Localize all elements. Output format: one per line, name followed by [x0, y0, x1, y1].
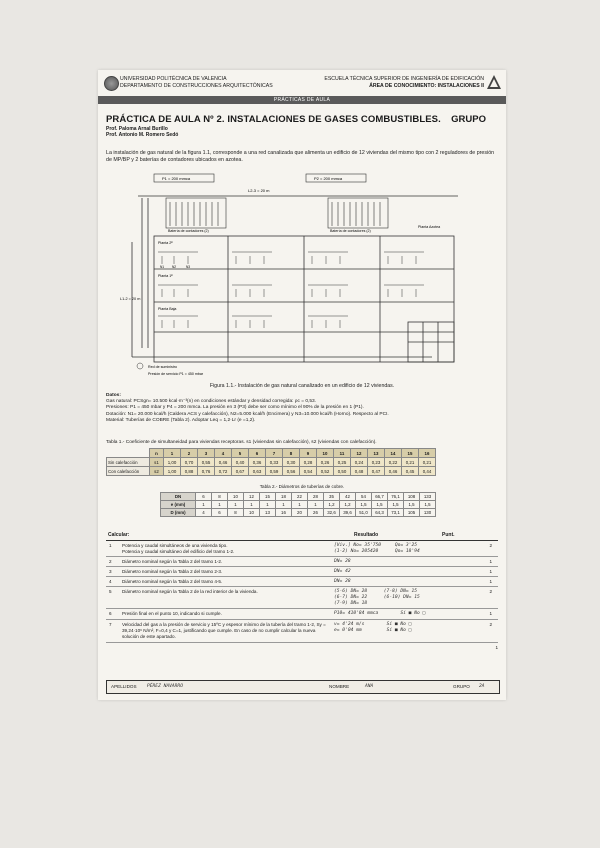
- area-name: ÁREA DE CONOCIMIENTO: INSTALACIONES II: [369, 82, 484, 89]
- table-cell: 6: [212, 509, 228, 517]
- table-cell: 1: [244, 501, 260, 509]
- table-cell: 1,5: [356, 501, 372, 509]
- calc-row: [106, 567, 498, 577]
- n-cell: 14: [385, 449, 402, 458]
- red-suministro-label: Red de suministro: [148, 365, 177, 369]
- row-answer: (5-6) DN= 28 (7-8) DN= 15 (6-7) DN= 22 (6-10) DN= 15 (7-9) DN= 18: [334, 589, 420, 606]
- row-symbol: s2: [150, 467, 164, 476]
- datos-line-3: Dotación: N1= 20.000 kcal/h (Caldera ACS y calefacción), N2=5.000 kcal/h (Encimera) y N3=10.000 kcal/h (Horno). Respecto al PCI.: [106, 411, 389, 417]
- table-cell: 0,47: [368, 467, 385, 476]
- table-cell: 13: [260, 509, 276, 517]
- bateria-label-2: Batería de contadores (2): [330, 229, 371, 233]
- row-answer: [Viv.] No= 35'750 Qo= 3'25 (1-2) No= 205420 Qo= 18'94: [334, 543, 420, 554]
- table-cell: 76,1: [388, 493, 404, 501]
- table-cell: 1,5: [420, 501, 436, 509]
- table-cell: 0,40: [232, 458, 249, 467]
- l12-label: L1-2 = 20 m: [120, 297, 141, 301]
- n-cell: 16: [419, 449, 436, 458]
- row-answer: v= 4'24 m/s Sí ■ No □ e= 0'04 mm Sí ■ No □: [334, 622, 412, 633]
- row-number: 5: [109, 589, 112, 594]
- row-number: 7: [109, 622, 112, 627]
- table-cell: 1,5: [404, 501, 420, 509]
- n-cell: 2: [181, 449, 198, 458]
- p1-label: P1 = 200 mmca: [162, 176, 191, 181]
- table-cell: 0,30: [283, 458, 300, 467]
- table-row: [161, 493, 436, 501]
- row-number: 3: [109, 569, 112, 574]
- table-cell: 0,59: [266, 467, 283, 476]
- table-cell: 0,21: [402, 458, 419, 467]
- row-label: D (mm): [161, 509, 196, 517]
- datos-line-2: Presiones: P1 = 450 mbar y P4 = 200 mmca. La presión en 3 (P3) debe ser como mínimo el 90% de la presión en 1 (P1).: [106, 405, 364, 411]
- table-cell: 18: [276, 493, 292, 501]
- table-cell: 1: [276, 501, 292, 509]
- table-cell: 0,48: [351, 467, 368, 476]
- table-cell: 0,56: [283, 467, 300, 476]
- row-points: 1: [489, 611, 492, 616]
- table-cell: 16: [276, 509, 292, 517]
- row-points: 2: [489, 543, 492, 548]
- table-cell: 42: [340, 493, 356, 501]
- copper-diameter-table: [160, 492, 436, 517]
- result-heading: Resultado: [354, 532, 379, 538]
- table-cell: 6: [196, 493, 212, 501]
- header-left: [120, 76, 273, 89]
- row-label: Con calefacción: [107, 467, 150, 476]
- table-cell: 0,44: [419, 467, 436, 476]
- table-cell: 1,5: [372, 501, 388, 509]
- row-number: 4: [109, 579, 112, 584]
- row-question: Potencia y caudal simultáneos de una vivienda tipo. Potencia y caudal simultáneo del edificio del tramo 1-2.: [122, 543, 235, 554]
- table-cell: 0,21: [419, 458, 436, 467]
- n-cell: 12: [351, 449, 368, 458]
- professor-1: Prof. Paloma Arnal Burillo: [106, 126, 168, 132]
- n-cell: 4: [215, 449, 232, 458]
- row-points: 1: [489, 559, 492, 564]
- row-question: Diámetro nominal según la Tabla 2 del tramo 2-3.: [122, 569, 223, 574]
- table-row: [161, 501, 436, 509]
- table-cell: 1,00: [164, 467, 181, 476]
- simultaneity-table: [106, 448, 436, 476]
- table-cell: 22: [292, 493, 308, 501]
- table-cell: 35: [324, 493, 340, 501]
- n1-label: N1: [160, 265, 165, 269]
- n2-label: N2: [172, 265, 177, 269]
- table-cell: 10: [228, 493, 244, 501]
- table-cell: 1: [292, 501, 308, 509]
- student-footer: [106, 680, 500, 694]
- table-cell: 1: [228, 501, 244, 509]
- university-logo: [104, 76, 119, 91]
- table-cell: 105: [404, 509, 420, 517]
- n-cell: 6: [249, 449, 266, 458]
- datos-section: [106, 393, 498, 424]
- points-heading: Punt.: [442, 532, 455, 538]
- table-cell: 1,2: [324, 501, 340, 509]
- table-cell: 32,6: [324, 509, 340, 517]
- table-cell: 28: [308, 493, 324, 501]
- table-cell: 73,1: [388, 509, 404, 517]
- presion-servicio-label: Presión de servicio P1 = 450 mbar: [148, 372, 204, 376]
- calc-heading: Calcular:: [108, 532, 130, 538]
- table-cell: 66,7: [372, 493, 388, 501]
- table-cell: 0,46: [385, 467, 402, 476]
- calc-header: [106, 532, 498, 541]
- row-label: DN: [161, 493, 196, 501]
- table-cell: 0,67: [232, 467, 249, 476]
- calc-row: [106, 577, 498, 587]
- n-cell: 9: [300, 449, 317, 458]
- row-points: 1: [489, 569, 492, 574]
- table-cell: 1: [260, 501, 276, 509]
- table-cell: 0,24: [351, 458, 368, 467]
- nombre-label: NOMBRE: [329, 684, 350, 689]
- table-row: [107, 467, 436, 476]
- calc-row: [106, 620, 498, 643]
- page-number: 1: [495, 645, 498, 650]
- datos-heading: Datos:: [106, 393, 121, 398]
- table-cell: 0,55: [198, 458, 215, 467]
- school-name: ESCUELA TÉCNICA SUPERIOR DE INGENIERÍA DE EDIFICACIÓN: [324, 76, 484, 82]
- table-cell: 0,46: [215, 458, 232, 467]
- n-cell: 10: [317, 449, 334, 458]
- table-cell: 15: [260, 493, 276, 501]
- table-cell: 1: [308, 501, 324, 509]
- row-question: Presión final en el punto 10, indicando si cumple.: [122, 611, 222, 616]
- n-cell: 3: [198, 449, 215, 458]
- l23-label: L2-3 = 20 m: [248, 188, 270, 193]
- row-symbol: s1: [150, 458, 164, 467]
- row-question: Diámetro nominal según la Tabla 2 del tramo 4-5.: [122, 579, 223, 584]
- p2-label: P2 = 200 mmca: [314, 176, 343, 181]
- calc-rows: [106, 541, 498, 643]
- grupo-value: 2A: [479, 684, 485, 689]
- page-title: PRÁCTICA DE AULA Nº 2. INSTALACIONES DE GASES COMBUSTIBLES.: [106, 114, 441, 125]
- table-cell: 0,26: [317, 458, 334, 467]
- n-header: n: [150, 449, 164, 458]
- row-points: 2: [489, 589, 492, 594]
- table-cell: 0,76: [198, 467, 215, 476]
- row-label: e (mm): [161, 501, 196, 509]
- header-right: [324, 76, 484, 89]
- planta-baja-label: Planta Baja: [158, 307, 177, 311]
- row-label: Sin calefacción: [107, 458, 150, 467]
- n-cell: 8: [283, 449, 300, 458]
- table-cell: 64,3: [372, 509, 388, 517]
- table-row: [107, 458, 436, 467]
- table-cell: 108: [404, 493, 420, 501]
- table-cell: 1,2: [340, 501, 356, 509]
- row-points: 1: [489, 579, 492, 584]
- row-answer: DN= 28: [334, 579, 351, 584]
- section-bar: PRÁCTICAS DE AULA: [98, 96, 506, 104]
- university-name: UNIVERSIDAD POLITÉCNICA DE VALENCIA: [120, 76, 227, 82]
- planta-1-label: Planta 1ª: [158, 274, 173, 278]
- calc-section: [106, 532, 498, 650]
- table-row: [161, 509, 436, 517]
- table-cell: 12: [244, 493, 260, 501]
- table-cell: 0,88: [181, 467, 198, 476]
- table-cell: 0,33: [266, 458, 283, 467]
- gas-installation-diagram: [118, 172, 488, 380]
- professor-2: Prof. Antonio M. Romero Sedó: [106, 132, 179, 138]
- figure-caption: Figura 1.1.- Instalación de gas natural canalizado en un edificio de 12 viviendas.: [209, 383, 395, 389]
- table-cell: 130: [420, 509, 436, 517]
- table2-caption: Tabla 2.- Diámetros de tuberías de cobre.: [259, 484, 345, 489]
- table-cell: 1,00: [164, 458, 181, 467]
- n3-label: N3: [186, 265, 191, 269]
- calc-row: [106, 541, 498, 557]
- table-cell: 0,22: [385, 458, 402, 467]
- planta-azotea-label: Planta Azotea: [418, 225, 441, 229]
- row-number: 1: [109, 543, 112, 548]
- row-question: Velocidad del gas a la presión de servicio y 15ºC y espesor mínimo de la tubería del tramo 1-2, Sy = 39,24·10⁶ N/m², F=0,4 y C=1, justificando que cumple. En caso de no cumplir calcular la nueva solución de este apartado.: [122, 622, 326, 639]
- document-sheet: [98, 70, 506, 700]
- table-cell: 26: [308, 509, 324, 517]
- row-answer: DN= 28: [334, 559, 351, 564]
- apellidos-value: PÉREZ NAVARRO: [147, 684, 183, 689]
- nombre-value: ANA: [365, 684, 374, 689]
- calc-row: [106, 557, 498, 567]
- row-number: 2: [109, 559, 112, 564]
- table-cell: 10: [244, 509, 260, 517]
- intro-paragraph: La instalación de gas natural de la figura 1.1, corresponde a una red canalizada que alimenta un edificio de 12 viviendas del mismo tipo con 2 reguladores de presión de MP/BP y 2 baterías de contadores ubicados en azotea.: [106, 150, 495, 163]
- table-cell: 0,25: [334, 458, 351, 467]
- datos-line-4: Material: Tuberías de COBRE (Tabla 2). Adoptar Leq = 1,2·Lr (e =1,2).: [106, 417, 256, 423]
- bateria-label-1: Batería de contadores (2): [168, 229, 209, 233]
- table-cell: 0,45: [402, 467, 419, 476]
- table-cell: 8: [228, 509, 244, 517]
- table-cell: 0,63: [249, 467, 266, 476]
- school-logo: [486, 74, 502, 90]
- table-cell: 20: [292, 509, 308, 517]
- table-cell: 4: [196, 509, 212, 517]
- table-cell: 51,0: [356, 509, 372, 517]
- n-cell: 13: [368, 449, 385, 458]
- table-cell: 0,28: [300, 458, 317, 467]
- table-cell: 133: [420, 493, 436, 501]
- row-question: Diámetro nominal según la Tabla 2 de la red interior de la vivienda.: [122, 589, 258, 594]
- table1-caption: Tabla 1.- Coeficiente de simultaneidad para viviendas receptoras. s1 (viviendas sin calefacción), s2 (viviendas con calefacción).: [106, 440, 377, 445]
- table-cell: 1: [212, 501, 228, 509]
- row-points: 2: [489, 622, 492, 627]
- table-cell: 0,70: [181, 458, 198, 467]
- calc-row: [106, 609, 498, 620]
- table-cell: 0,52: [317, 467, 334, 476]
- n-cell: 5: [232, 449, 249, 458]
- calc-row: [106, 587, 498, 609]
- row-answer: P10= 410'84 mmca Sí ■ No □: [334, 611, 426, 616]
- table-cell: 39,6: [340, 509, 356, 517]
- group-heading: GRUPO: [451, 114, 486, 125]
- apellidos-label: APELLIDOS: [111, 684, 137, 689]
- grupo-label: GRUPO: [453, 684, 470, 689]
- n-cell: 15: [402, 449, 419, 458]
- table-cell: 1: [196, 501, 212, 509]
- department-name: DEPARTAMENTO DE CONSTRUCCIONES ARQUITECTÓNICAS: [120, 82, 273, 89]
- table-cell: 8: [212, 493, 228, 501]
- table-cell: 0,50: [334, 467, 351, 476]
- table-cell: 0,23: [368, 458, 385, 467]
- row-question: Diámetro nominal según la Tabla 2 del tramo 1-2.: [122, 559, 223, 564]
- table-cell: 0,36: [249, 458, 266, 467]
- n-cell: 1: [164, 449, 181, 458]
- table-cell: 0,72: [215, 467, 232, 476]
- row-number: 6: [109, 611, 112, 616]
- datos-line-1: Gas natural: PCSgn= 10.500 kcal·m⁻³(n) en condiciones estándar y densidad corregida: ρc = 0,53.: [106, 399, 317, 405]
- n-cell: 7: [266, 449, 283, 458]
- table-cell: 54: [356, 493, 372, 501]
- table-cell: 1,5: [388, 501, 404, 509]
- table-cell: 0,54: [300, 467, 317, 476]
- professors: [106, 126, 178, 138]
- n-cell: 11: [334, 449, 351, 458]
- row-answer: DN= 42: [334, 569, 351, 574]
- planta-2-label: Planta 2ª: [158, 241, 173, 245]
